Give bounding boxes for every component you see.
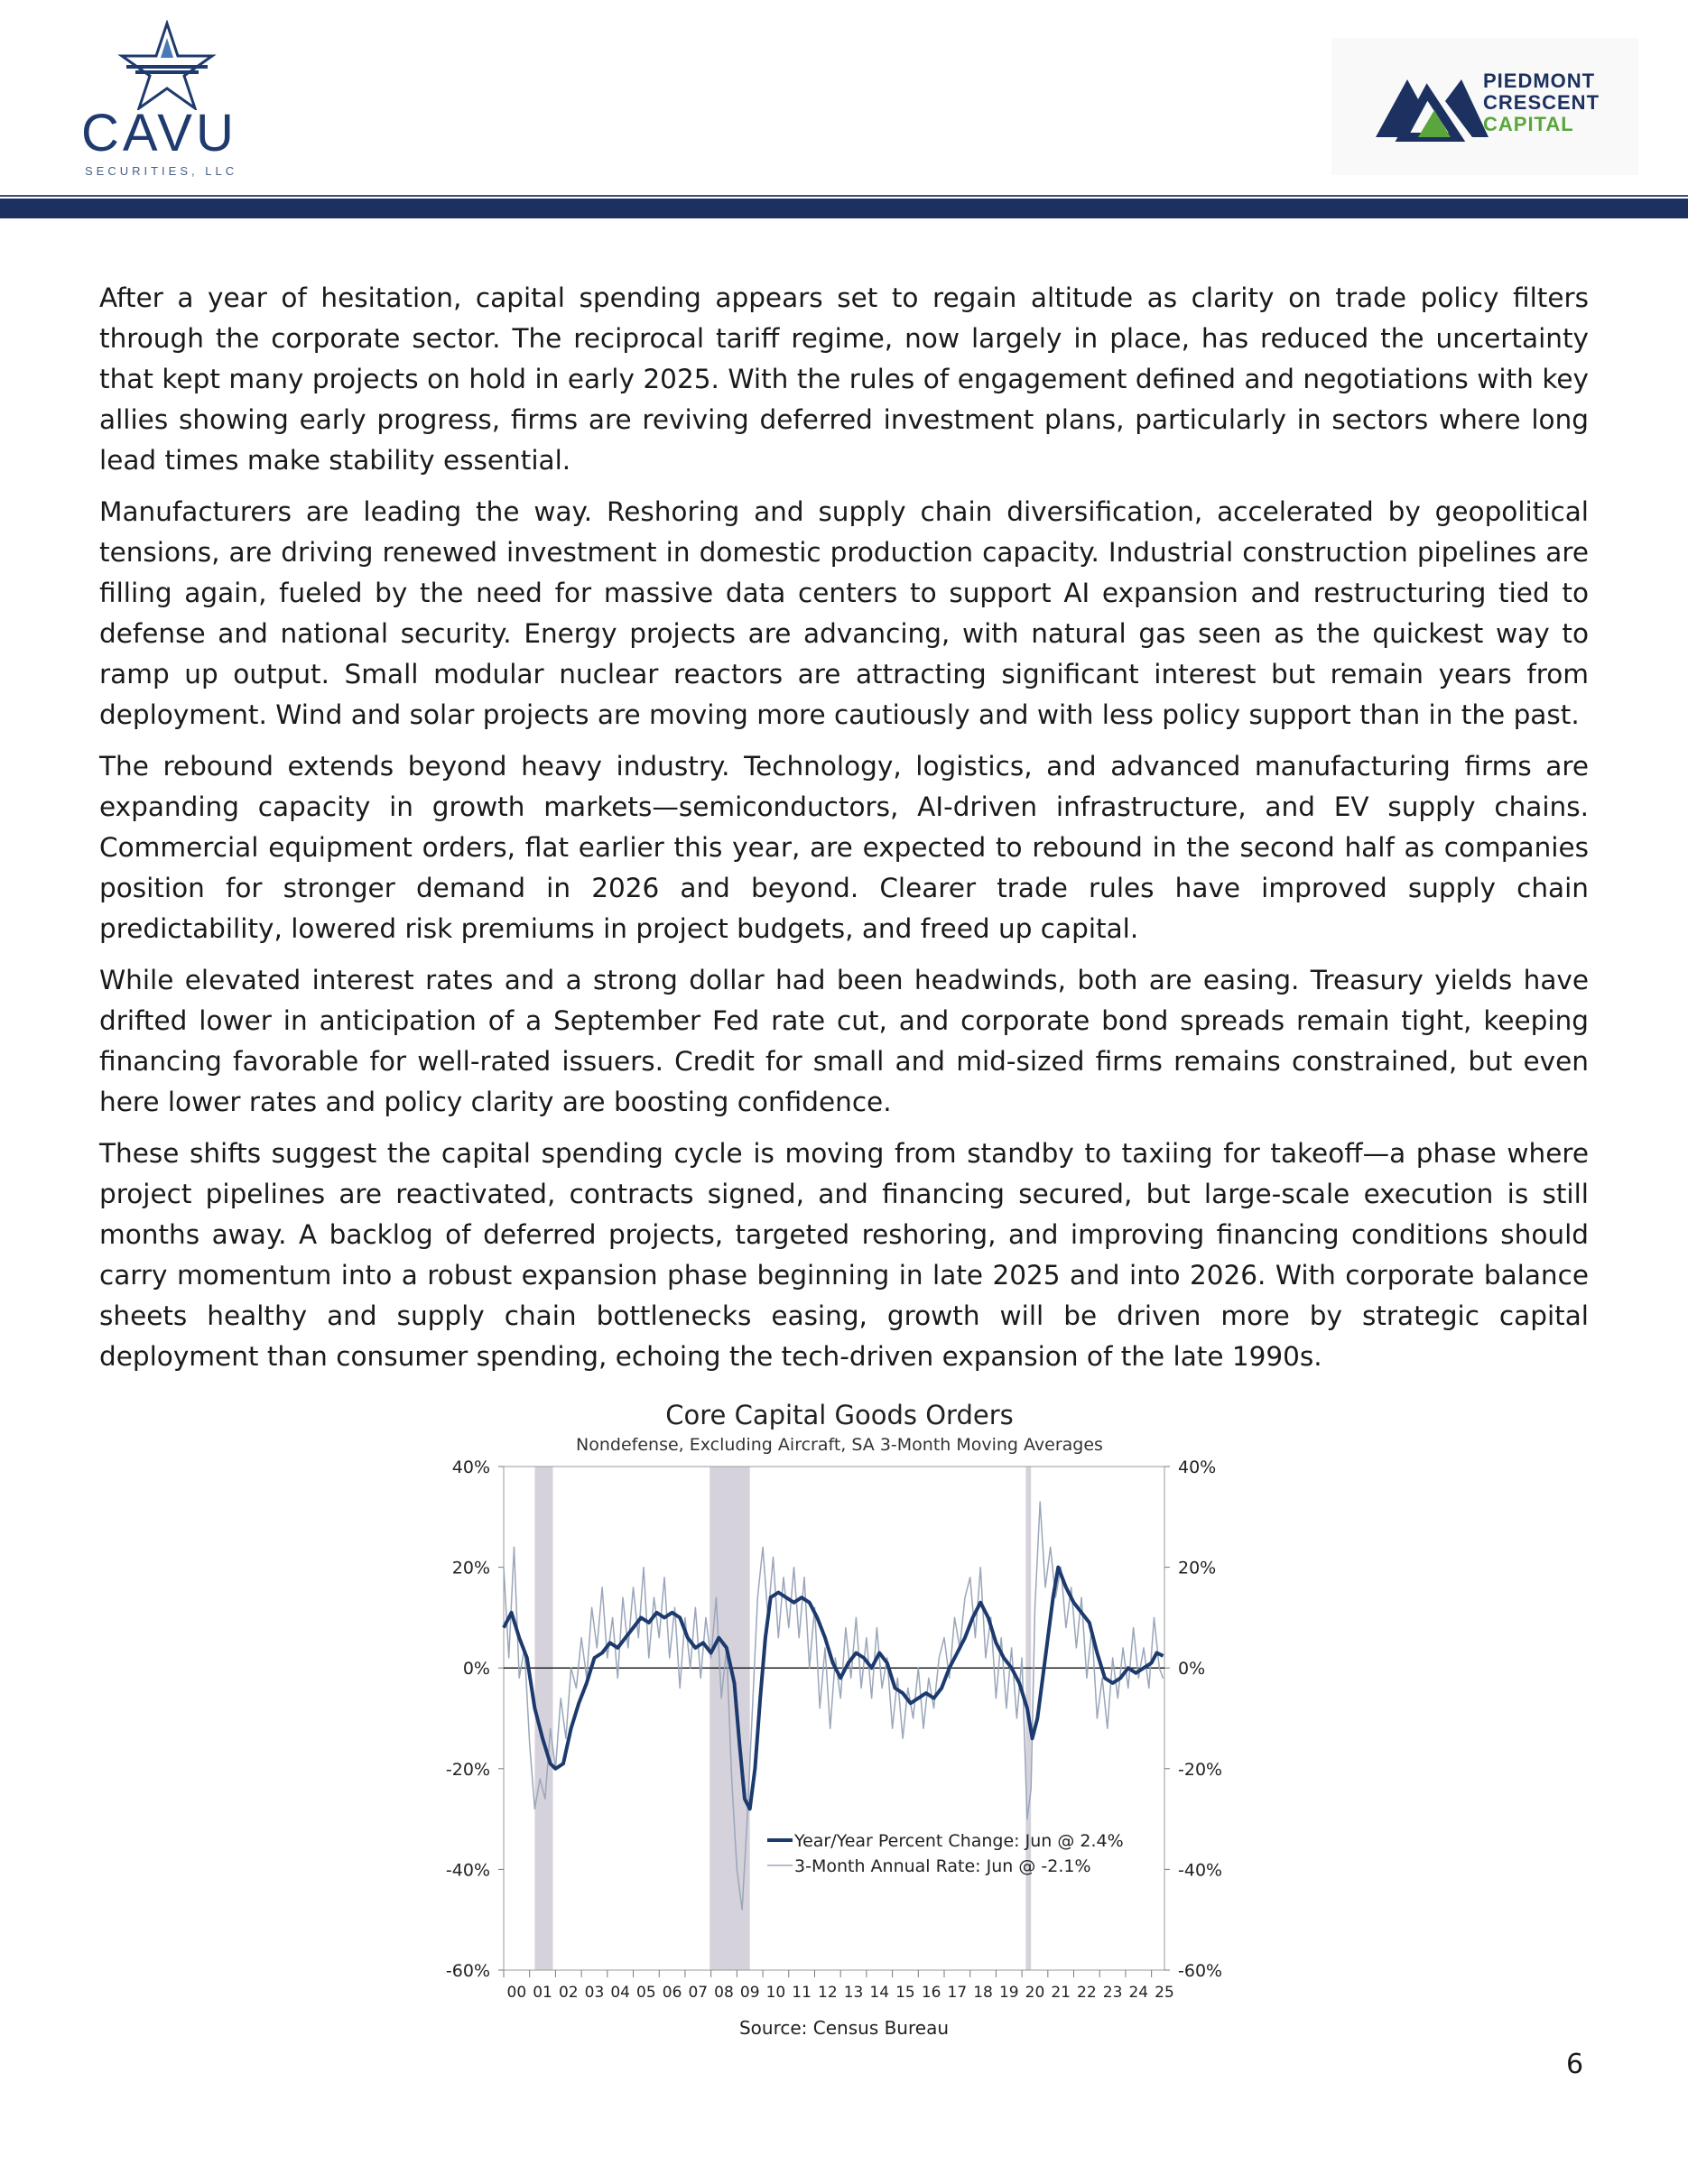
paragraph: These shifts suggest the capital spending cycle is moving from standby to taxiing for takeoff—a phase where project pipelines are reactivated, contracts signed, and financing secured, but large-scale execution is still months away. A backlog of deferred projects, targeted reshoring, and improving financing conditions should carry momentum into a robust expansion phase beginning in late 2025 and into 2026. With corporate balance sheets healthy and supply chain bottlenecks easing, growth will be driven more by strategic capital deployment than consumer spending, echoing the tech-driven expansion of the late 1990s. (99, 1138, 1589, 1372)
x-tick-label: 24 (1128, 1984, 1149, 2002)
y-tick-label-right: -40% (1178, 1860, 1223, 1881)
recession-bands (534, 1467, 1031, 1970)
paragraph: While elevated interest rates and a strong dollar had been headwinds, both are easing. Treasury yields have drifted lower in anticipation of a September Fed rate cut, and corporate bond spreads remain tight, keeping financing favorable for well-rated issuers. Credit for small and mid-sized firms remains constrained, but even here lower rates and policy clarity are boosting confidence. (99, 965, 1589, 1117)
chart-legend (767, 1831, 1124, 1876)
x-tick-label: 02 (558, 1984, 579, 2002)
article-body (99, 278, 1589, 1388)
x-tick-label: 22 (1077, 1984, 1097, 2002)
paragraph: Manufacturers are leading the way. Reshoring and supply chain diversification, accelerated by geopolitical tensions, are driving renewed investment in domestic production capacity. Industrial construction pipelines are filling again, fueled by the need for massive data centers to support AI expansion and restructuring tied to defense and national security. Energy projects are advancing, with natural gas seen as the quickest way to ramp up output. Small modular nuclear reactors are attracting significant interest but remain years from deployment. Wind and solar projects are moving more cautiously and with less policy support than in the past. (99, 496, 1589, 730)
x-tick-label: 00 (506, 1984, 527, 2002)
x-tick-label: 12 (818, 1984, 838, 2002)
paragraph: The rebound extends beyond heavy industry. Technology, logistics, and advanced manufacturing firms are expanding capacity in growth markets—semiconductors, AI-driven infrastructure, and EV supply chains. Commercial equipment orders, flat earlier this year, are expected to rebound in the second half as companies position for stronger demand in 2026 and beyond. Clearer trade rules have improved supply chain predictability, lowered risk premiums in project budgets, and freed up capital. (99, 751, 1589, 944)
pcc-line-3: CAPITAL (1483, 113, 1574, 135)
cavu-logo (72, 20, 253, 178)
x-tick-label: 13 (843, 1984, 864, 2002)
y-tick-label-left: -40% (445, 1860, 490, 1881)
x-tick-label: 23 (1102, 1984, 1123, 2002)
pcc-line-2: CRESCENT (1483, 91, 1600, 114)
y-tick-label-right: 40% (1178, 1458, 1217, 1477)
x-tick-label: 04 (610, 1984, 630, 2002)
page-number: 6 (1566, 2049, 1584, 2080)
mountain-icon (1371, 65, 1498, 155)
x-tick-label: 17 (947, 1984, 968, 2002)
chart-title: Core Capital Goods Orders (665, 1400, 1014, 1430)
y-tick-label-left: -20% (445, 1759, 490, 1780)
x-tick-label: 06 (662, 1984, 682, 2002)
x-tick-label: 20 (1025, 1984, 1045, 2002)
x-tick-label: 19 (998, 1984, 1019, 2002)
x-tick-label: 03 (584, 1984, 605, 2002)
x-tick-label: 25 (1155, 1984, 1174, 2002)
cavu-subtitle: SECURITIES, LLC (85, 164, 238, 178)
chart-subtitle: Nondefense, Excluding Aircraft, SA 3-Month Moving Averages (576, 1435, 1103, 1455)
legend-label-3m: 3-Month Annual Rate: Jun @ -2.1% (794, 1856, 1091, 1876)
y-tick-label-right: 0% (1178, 1659, 1206, 1680)
x-tick-label: 15 (895, 1984, 915, 2002)
y-tick-label-left: 20% (451, 1558, 490, 1578)
star-icon (117, 20, 217, 110)
x-tick-label: 16 (921, 1984, 941, 2002)
x-tick-label: 08 (714, 1984, 734, 2002)
x-tick-label: 05 (636, 1984, 656, 2002)
x-tick-label: 01 (533, 1984, 552, 2002)
chart-source: Source: Census Bureau (738, 2017, 950, 2039)
paragraph: After a year of hesitation, capital spending appears set to regain altitude as clarity on trade policy filters through the corporate sector. The reciprocal tariff regime, now largely in place, has reduced the uncertainty that kept many projects on hold in early 2025. With the rules of engagement defined and negotiations with key allies showing early progress, firms are reviving deferred investment plans, particularly in sectors where long lead times make stability essential. (99, 282, 1589, 476)
pcc-line-1: PIEDMONT (1483, 69, 1596, 92)
y-tick-label-left: 40% (451, 1458, 490, 1477)
x-tick-label: 07 (688, 1984, 709, 2002)
legend-label-yoy: Year/Year Percent Change: Jun @ 2.4% (794, 1831, 1124, 1851)
x-tick-label: 09 (739, 1984, 760, 2002)
piedmont-crescent-wordmark (1483, 70, 1600, 135)
x-tick-label: 10 (765, 1984, 786, 2002)
capital-goods-chart (424, 1394, 1255, 2017)
x-tick-label: 14 (869, 1984, 890, 2002)
piedmont-crescent-logo (1331, 38, 1638, 175)
y-tick-label-left: 0% (462, 1659, 490, 1680)
header-rule-thin (0, 195, 1688, 197)
cavu-wordmark: CAVU (81, 104, 237, 162)
y-tick-label-right: -20% (1178, 1759, 1223, 1780)
x-tick-label: 21 (1051, 1984, 1071, 2002)
y-tick-label-left: -60% (445, 1961, 490, 1981)
y-tick-label-right: 20% (1178, 1558, 1217, 1578)
x-axis-ticks (504, 1970, 1174, 2002)
chart-svg (424, 1394, 1255, 2017)
y-tick-label-right: -60% (1178, 1961, 1223, 1981)
x-tick-label: 11 (792, 1984, 812, 2002)
plot-frame (504, 1467, 1164, 1970)
page-header (0, 0, 1688, 217)
x-tick-label: 18 (973, 1984, 993, 2002)
header-rule (0, 199, 1688, 218)
